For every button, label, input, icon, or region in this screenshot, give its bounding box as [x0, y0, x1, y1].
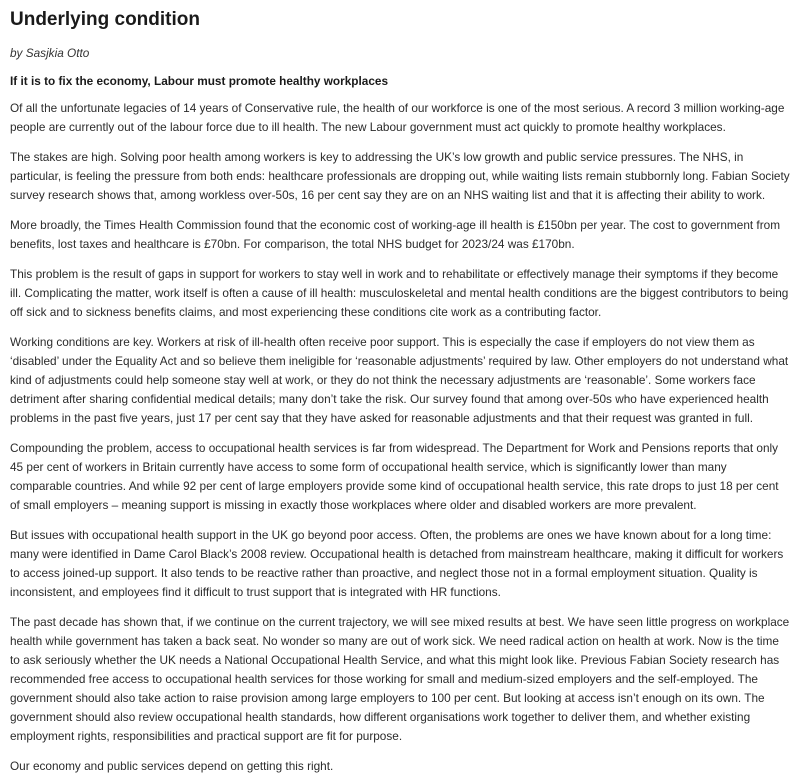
- article-standfirst: If it is to fix the economy, Labour must promote healthy workplaces: [10, 74, 389, 88]
- article-byline: by Sasjkia Otto: [10, 46, 90, 60]
- article-paragraph-6: Compounding the problem, access to occupational health services is far from widespread. The Department for Work and Pensions reports that only 45 per cent of workers in Britain currently have access to some form of occupational health service, which is significantly lower than many comparable countries. And while 92 per cent of large employers provide some kind of occupational health service, this rate drops to just 18 per cent of small employers – meaning support is missing in exactly those workplaces where older and disabled workers are more prevalent.: [10, 441, 779, 512]
- article-paragraph-5: Working conditions are key. Workers at risk of ill-health often receive poor support. This is especially the case if employers do not view them as ‘disabled’ under the Equality Act and so believe them ineligible for ‘reasonable adjustments’ required by law. Other employers do not understand what kind of adjustments could help someone stay well at work, or they do not think the necessary adjustments are ‘reasonable’. Some workers face detriment after sharing confidential medical details; many don’t take the risk. Our survey found that among over-50s who have experienced health problems in the past five years, just 17 per cent say that they have asked for reasonable adjustments and that their request was granted in full.: [10, 335, 789, 425]
- article-paragraph-4: This problem is the result of gaps in support for workers to stay well in work and to rehabilitate or effectively manage their symptoms if they become ill. Complicating the matter, work itself is often a cause of ill health: musculoskeletal and mental health conditions are the biggest contributors to being off sick and to sickness benefits claims, and most experiencing these conditions cite work as a contributing factor.: [10, 267, 789, 319]
- article-paragraph-9: Our economy and public services depend on getting this right.: [10, 759, 334, 773]
- article-paragraph-8: The past decade has shown that, if we continue on the current trajectory, we will see mixed results at best. We have seen little progress on workplace health while government has taken a back seat. No wonder so many are out of work sick. We need radical action on health at work. Now is the time to ask seriously whether the UK needs a National Occupational Health Service, and what this might look like. Previous Fabian Society research has recommended free access to occupational health services for those working for small and medium-sized employers and the self-employed. The government should also take action to raise provision among large employers to 100 per cent. But looking at access isn’t enough on its own. The government should also review occupational health standards, how different organisations work together to deliver them, and whether existing employment rights, responsibilities and practical support are fit for purpose.: [10, 615, 790, 743]
- article-paragraph-1: Of all the unfortunate legacies of 14 years of Conservative rule, the health of our workforce is one of the most serious. A record 3 million working-age people are currently out of the labour force due to ill health. The new Labour government must act quickly to promote healthy workplaces.: [10, 101, 785, 134]
- article-paragraph-7: But issues with occupational health support in the UK go beyond poor access. Often, the problems are ones we have known about for a long time: many were identified in Dame Carol Black’s 2008 review. Occupational health is detached from mainstream healthcare, making it difficult for workers to access joined-up support. It also tends to be reactive rather than proactive, and neglect those not in a formal employment situation. Quality is inconsistent, and employees find it difficult to trust support that is integrated with HR functions.: [10, 528, 784, 599]
- article-title: Underlying condition: [10, 9, 200, 30]
- article-paragraph-2: The stakes are high. Solving poor health among workers is key to addressing the UK’s low growth and public service pressures. The NHS, in particular, is feeling the pressure from both ends: healthcare professionals are dropping out, while waiting lists remain stubbornly long. Fabian Society survey research shows that, among workless over-50s, 16 per cent say they are on an NHS waiting list and that it is affecting their ability to work.: [10, 150, 790, 202]
- article-paragraph-3: More broadly, the Times Health Commission found that the economic cost of working-age ill health is £150bn per year. The cost to government from benefits, lost taxes and healthcare is £70bn. For comparison, the total NHS budget for 2023/24 was £170bn.: [10, 218, 781, 251]
